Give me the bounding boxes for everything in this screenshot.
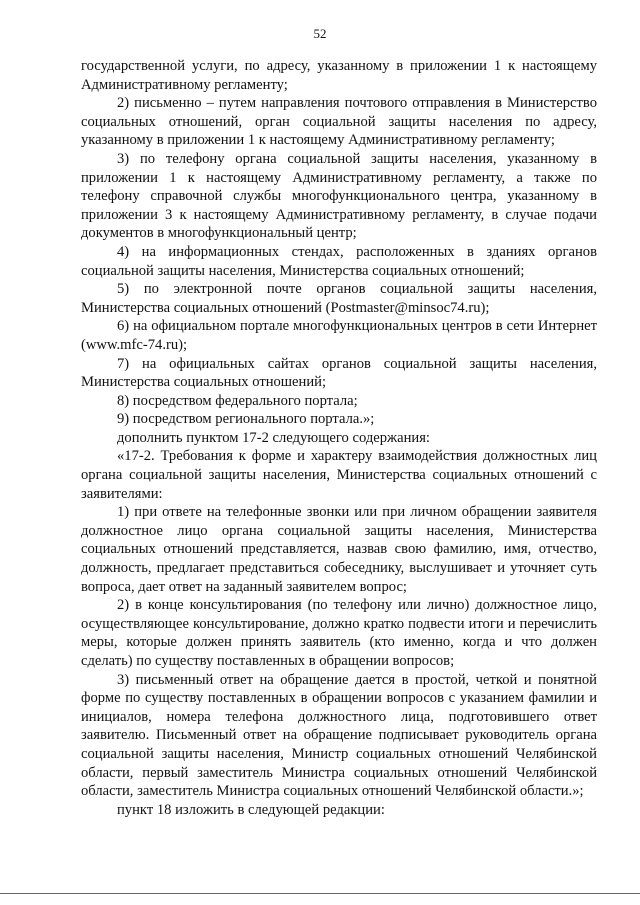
paragraph-11: «17-2. Требования к форме и характеру взаимодействия должностных лиц органа социальной защиты населения, Министерства социальных отношений с заявителями: [81, 448, 597, 502]
paragraph-14: 3) письменный ответ на обращение дается в простой, четкой и понятной форме по существу поставленных в обращении вопросов с указанием фамилии и инициалов, номера телефона должностного лица, подготовившего ответ заявителю. Письменный ответ на обращение подписывает руководитель органа социальной защиты населения, Министр социальных отношений Челябинской области, первый заместитель Министра социальных отношений Челябинской области, заместитель Министра социальных отношений Челябинской области.»; [81, 671, 597, 800]
paragraph-15: пункт 18 изложить в следующей редакции: [117, 801, 385, 818]
footer-rule [0, 893, 640, 894]
paragraph-12: 1) при ответе на телефонные звонки или при личном обращении заявителя должностное лицо органа социальной защиты населения, Министерства социальных отношений представляется, назвав свою фамилию, имя, отчество, должность, предлагает представиться собеседнику, выслушивает и уточняет суть вопроса, дает ответ на заданный заявителем вопрос; [81, 504, 597, 595]
paragraph-9: 9) посредством регионального портала.»; [117, 411, 375, 428]
page-number: 52 [313, 26, 327, 41]
paragraph-6: 6) на официальном портале многофункциональных центров в сети Интернет (www.mfc-74.ru); [81, 318, 597, 353]
paragraph-1: государственной услуги, по адресу, указанному в приложении 1 к настоящему Административному регламенту; [81, 58, 597, 93]
document-body [81, 57, 597, 819]
paragraph-7: 7) на официальных сайтах органов социальной защиты населения, Министерства социальных отношений; [81, 355, 597, 391]
paragraph-2: 2) письменно – путем направления почтового отправления в Министерство социальных отношений, орган социальной защиты населения по адресу, указанному в приложении 1 к настоящему Административному регламенту; [81, 95, 597, 149]
paragraph-13: 2) в конце консультирования (по телефону или лично) должностное лицо, осуществляющее консультирование, должно кратко подвести итоги и перечислить меры, которые должен принять заявитель (кто именно, когда и что должен сделать) по существу поставленных в обращении вопросов; [81, 597, 597, 669]
paragraph-8: 8) посредством федерального портала; [117, 392, 358, 409]
paragraph-4: 4) на информационных стендах, расположенных в зданиях органов социальной защиты населения, Министерства социальных отношений; [81, 243, 597, 279]
paragraph-10: дополнить пунктом 17-2 следующего содержания: [117, 429, 430, 446]
paragraph-5: 5) по электронной почте органов социальной защиты населения, Министерства социальных отношений (Postmaster@minsoc74.ru); [81, 281, 597, 316]
paragraph-3: 3) по телефону органа социальной защиты населения, указанному в приложении 1 к настоящему Административному регламенту, а также по телефону справочной службы многофункционального центра, указанному в приложении 3 к настоящему Административному регламенту, в случае подачи документов в многофункциональный центр; [81, 150, 597, 242]
